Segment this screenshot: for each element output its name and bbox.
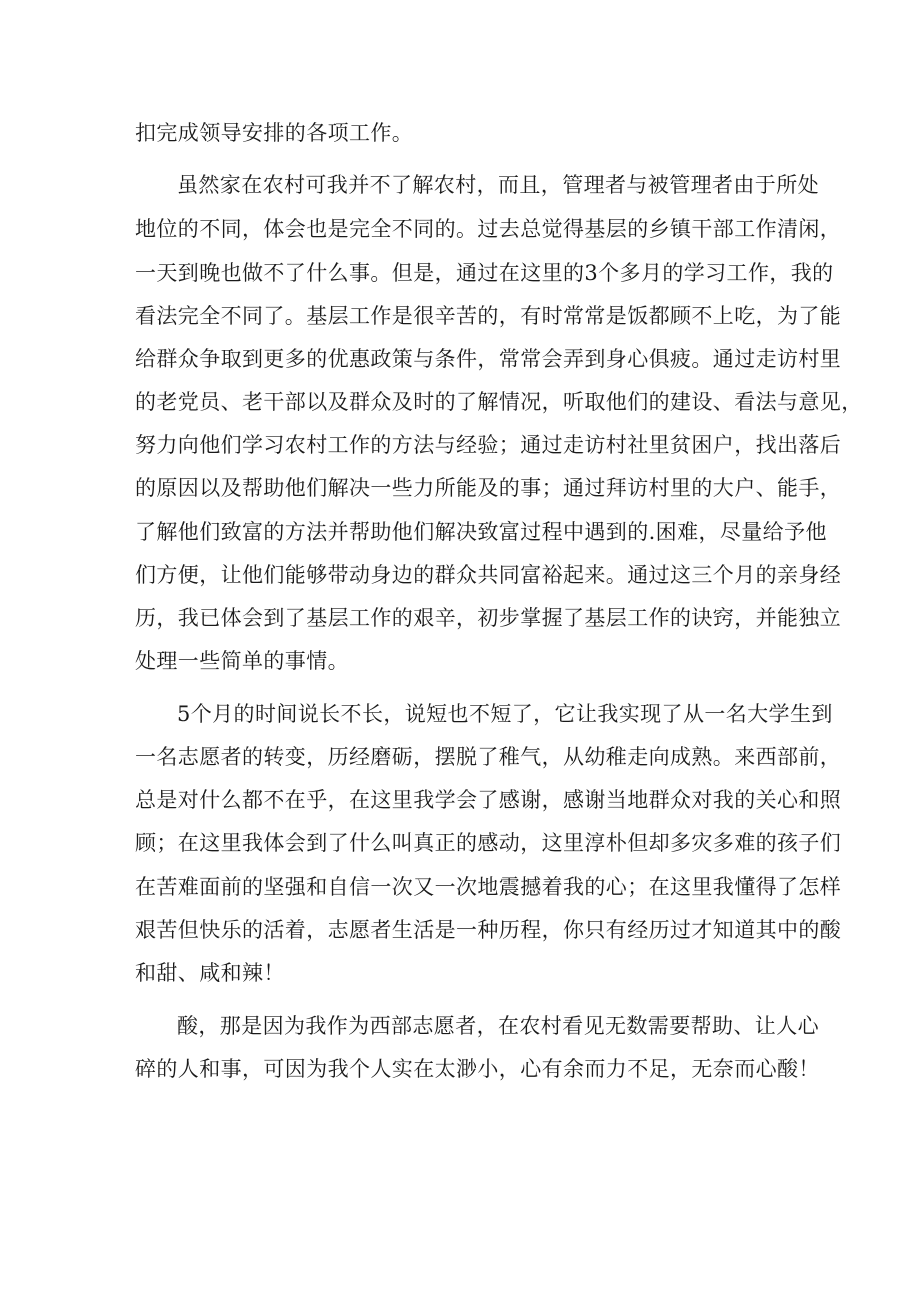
paragraph-line: 酸，那是因为我作为西部志愿者，在农村看见无数需要帮助、让人心: [177, 1014, 819, 1038]
paragraph-line: 处理一些简单的事情。: [135, 649, 349, 673]
paragraph-line: 们方便，让他们能够带动身边的群众共同富裕起来。通过这三个月的亲身经: [135, 563, 842, 587]
paragraph-line: 碎的人和事，可因为我个人实在太渺小，心有余而力不足，无奈而心酸！: [135, 1057, 820, 1081]
paragraph-line: 给群众争取到更多的优惠政策与条件，常常会弄到身心俱疲。通过走访村里: [135, 347, 842, 371]
paragraph-line: 历，我已体会到了基层工作的艰辛，初步掌握了基层工作的诀窍，并能独立: [135, 606, 842, 630]
paragraph-line: 总是对什么都不在乎，在这里我学会了感谢，感谢当地群众对我的关心和照: [135, 788, 842, 812]
paragraph-line: 看法完全不同了。基层工作是很辛苦的，有时常常是饭都顾不上吃，为了能: [135, 304, 842, 328]
paragraph-line: 的原因以及帮助他们解决一些力所能及的事；通过拜访村里的大户、能手，: [135, 476, 842, 500]
paragraph-line: 扣完成领导安排的各项工作。: [135, 121, 414, 145]
paragraph-line: 努力向他们学习农村工作的方法与经验；通过走访村社里贫困户，找出落后: [135, 433, 842, 457]
paragraph-line: 艰苦但快乐的活着，志愿者生活是一种历程，你只有经历过才知道其中的酸: [135, 918, 842, 942]
paragraph-line: 虽然家在农村可我并不了解农村，而且，管理者与被管理者由于所处: [177, 173, 819, 197]
paragraph-line: 在苦难面前的坚强和自信一次又一次地震撼着我的心；在这里我懂得了怎样: [135, 875, 842, 899]
paragraph-line: 一天到晚也做不了什么事。但是，通过在这里的3个多月的学习工作，我的: [135, 261, 834, 285]
paragraph-line: 的老党员、老干部以及群众及时的了解情况，听取他们的建设、看法与意见，: [135, 390, 863, 414]
paragraph-line: 顾；在这里我体会到了什么叫真正的感动，这里淳朴但却多灾多难的孩子们: [135, 831, 842, 855]
paragraph-line: 了解他们致富的方法并帮助他们解决致富过程中遇到的.困难，尽量给予他: [135, 520, 827, 544]
paragraph-line: 5个月的时间说长不长，说短也不短了，它让我实现了从一名大学生到: [177, 702, 833, 726]
paragraph-line: 地位的不同，体会也是完全不同的。过去总觉得基层的乡镇干部工作清闲，: [135, 217, 842, 241]
paragraph-line: 一名志愿者的转变，历经磨砺，摆脱了稚气，从幼稚走向成熟。来西部前，: [135, 745, 842, 769]
paragraph-line: 和甜、咸和辣！: [135, 961, 285, 985]
